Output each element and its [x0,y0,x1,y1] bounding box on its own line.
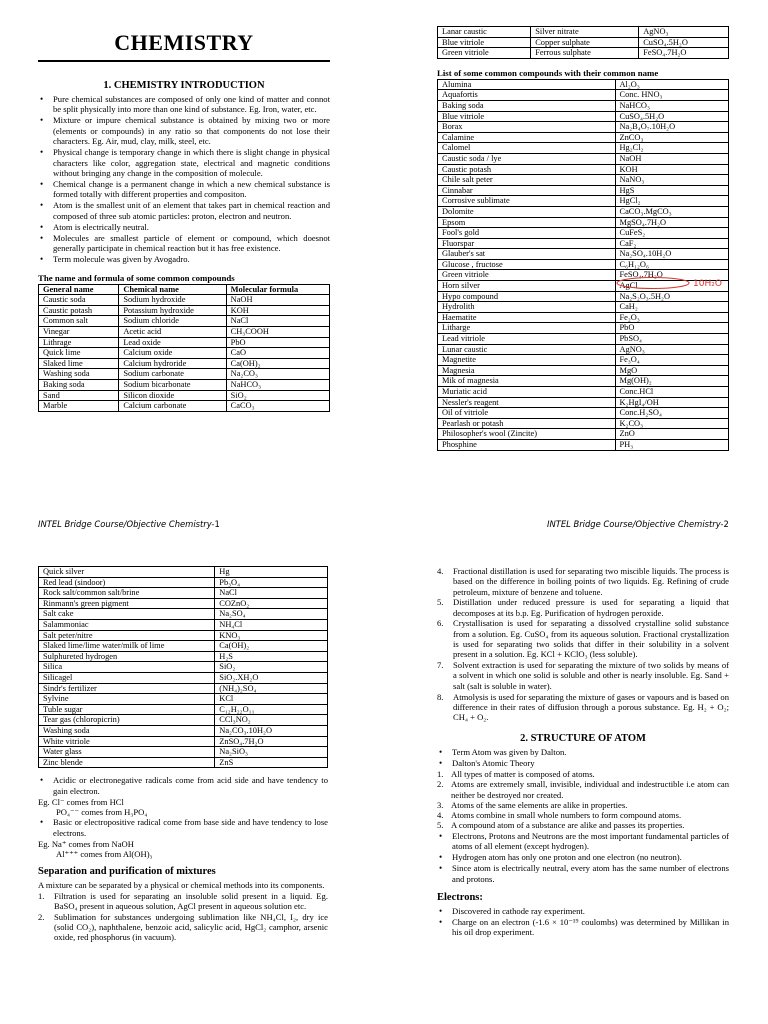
table-cell: Fe₃O₄ [615,355,729,366]
table-cell: NaNO₃ [615,175,729,186]
table-cell: Conc.H₂SO₄ [615,408,729,419]
table-row [438,365,729,376]
table-cell: Pearlash or potash [438,418,616,429]
table-cell: Silicon dioxide [119,390,226,401]
table-cell: PbSO₄ [615,334,729,345]
table-cell: FeSO₄.7H₂O [639,48,729,59]
table-row [438,408,729,419]
table-cell: Quick silver [39,567,215,578]
table-cell: Lunar caustic [438,344,616,355]
page-4-column [437,566,729,938]
list-item: • Discovered in cathode ray experiment. [437,906,729,916]
example-line: Eg. Cl⁻ comes from HCl [38,796,124,807]
table-row [39,736,328,747]
footer-text: INTEL Bridge Course/Objective Chemistry- [547,519,724,529]
table-cell: Tuble sugar [39,704,215,715]
table-row [39,725,328,736]
table-cell: Caustic potash [39,305,119,316]
table-cell: Hg₂Cl₂ [615,143,729,154]
atom-bullets [437,747,729,768]
page-footer-1 [38,519,220,529]
table-caption: The name and formula of some common compounds [38,272,235,283]
table-row [438,429,729,440]
table-row [438,37,729,48]
table-row [39,316,330,327]
table-cell: Vinegar [39,327,119,338]
intro-bullet-list [38,94,330,265]
table-row [438,249,729,260]
table-cell: Al₂O₃ [615,79,729,90]
table-cell: Alumina [438,79,616,90]
table-row [438,312,729,323]
table-cell: Marble [39,401,119,412]
table-cell: Sodium bicarbonate [119,380,226,391]
table-cell: Sodium chloride [119,316,226,327]
table-cell: Calamine [438,132,616,143]
table-cell: Aquafortis [438,90,616,101]
table-cell: COZnO₂ [215,598,328,609]
table-cell: Horn silver [438,281,616,292]
table-cell: Sodium carbonate [119,369,226,380]
list-item: • Charge on an electron (-1.6 × 10⁻¹⁹ coulombs) was determined by Millikan in his oil drop experiment. [437,917,729,938]
list-item: • Term Atom was given by Dalton. [437,747,729,757]
table-cell: CaF₂ [615,238,729,249]
table-row [438,175,729,186]
table-row [39,704,328,715]
table-cell: K₂CO₃ [615,418,729,429]
table-row [39,715,328,726]
table-row [39,651,328,662]
table-row [438,259,729,270]
table-caption: List of some common compounds with their common name [437,67,659,78]
page-1-column [38,24,330,412]
table-cell: MgO [615,365,729,376]
table-cell: H₂S [215,651,328,662]
table-row [39,598,328,609]
table-cell: ZnCO₃ [615,132,729,143]
table-row [438,122,729,133]
table-cell: Na₂SO₄ [215,609,328,620]
annotation-circle [617,278,689,289]
table-cell: Slaked lime [39,358,119,369]
table-cell: AgNO₃ [639,27,729,38]
list-item: 4. Fractional distillation is used for separating two miscible liquids. The process is based on the difference in boiling points of two liquids. Eg. Refining of crude petroleum, mixture of benzene and toluene. [437,566,729,597]
table-cell: NaOH [615,153,729,164]
table-cell: Lead vitriole [438,334,616,345]
table-cell: White vitriole [39,736,215,747]
table-cell: Ca(OH)₂ [215,641,328,652]
table-cell: Mik of magnesia [438,376,616,387]
table-row [39,672,328,683]
table-cell: KCl [215,694,328,705]
table-cell: Caustic potash [438,164,616,175]
table-row [39,694,328,705]
table-row [39,567,328,578]
list-item: • Term molecule was given by Avogadro. [38,254,330,264]
list-item: • Hydrogen atom has only one proton and one electron (no neutron). [437,852,729,862]
common-names-table [437,79,729,451]
list-item: • Pure chemical substances are composed of only one kind of matter and connot be split physically into more than one kind of substance. Eg. Iron, water, etc. [38,94,330,115]
list-item: • Molecules are smallest particle of element or compound, which doesnot generally participate in chemical reaction but it has free existence. [38,233,330,254]
table-cell: SiO₂ [215,662,328,673]
separation-methods-list [437,566,729,722]
table-cell: Sylvine [39,694,215,705]
table-row [438,238,729,249]
table-cell: Litharge [438,323,616,334]
table-cell: NaCl [226,316,329,327]
list-item: • Acidic or electronegative radicals come from acid side and have tendency to gain electron. [38,775,328,796]
table-cell: Hydrolith [438,302,616,313]
table-cell: Muriatic acid [438,387,616,398]
table-cell: NH₄Cl [215,619,328,630]
list-item: • Basic or electropositive radical come from base side and have tendency to lose electrons. [38,817,328,838]
table-cell: NaHCO₃ [226,380,329,391]
table-row [438,344,729,355]
table-cell: Cinnabar [438,185,616,196]
table-cell: Epsom [438,217,616,228]
table-cell: Conc.HCl [615,387,729,398]
table-cell: PbO [615,323,729,334]
table-cell: Lithrage [39,337,119,348]
table-cell: Zinc blende [39,757,215,768]
table-cell: CuSO₄.5H₂O [639,37,729,48]
table-cell: Baking soda [39,380,119,391]
table-cell: Borax [438,122,616,133]
table-cell: Slaked lime/lime water/milk of lime [39,641,215,652]
list-item: 2. Sublimation for substances undergoing sublimation like NH₄Cl, I₂, dry ice (solid CO₂), naphthalene, benzoic acid, salicylic acid, HgCl₂ camphor, arsenic oxide, red phosphorus (in vacuum). [38,911,328,943]
table-cell: K₂HgI₄/OH [615,397,729,408]
list-item: • Mixture or impure chemical substance is obtained by mixing two or more (elements or compounds) in any ratio so that components do not lose their characters. Eg. Air, mud, clay, milk, steel, etc. [38,115,330,146]
list-item: • Dalton's Atomic Theory [437,758,729,768]
table-row [438,100,729,111]
list-item: • Physical change is temporary change in which there is slight change in physical characters like color, aggregation state, electrical and magnetic conditions without bringing any change in the composition of molecule. [38,147,330,178]
table-row [438,387,729,398]
table-row [39,609,328,620]
table-body [438,27,729,59]
compounds-table-continued [38,566,328,768]
list-item: 8. Atmolysis is used for separating the mixture of gases or vapours and is based on difference in their rates of diffusion through a porous substance. Eg. H₂ + O₂; CH₄ + O₂. [437,691,729,723]
table-row [438,206,729,217]
table-cell: Na₂CO₃.10H₂O [215,725,328,736]
table-row [438,79,729,90]
table-cell: SiO₂.XH₂O [215,672,328,683]
table-body [39,567,328,768]
table-cell: (NH₄)₂SO₄ [215,683,328,694]
table-row [39,757,328,768]
list-item: 5. Distillation under reduced pressure is used for separating a liquid that decomposes at its b.p. Eg. Purification of hydrogen peroxide. [437,597,729,618]
table-cell: CaCO₃ [226,401,329,412]
table-row [39,588,328,599]
separation-intro: A mixture can be separated by a physical or chemical methods into its components. [38,880,325,891]
table-row [438,418,729,429]
table-row [39,662,328,673]
table-cell: AgNO₃ [615,344,729,355]
table-row [438,397,729,408]
table-row [39,337,330,348]
table-cell: NaCl [215,588,328,599]
table-cell: Quick lime [39,348,119,359]
table-row [39,295,330,306]
list-item: • Since atom is electrically neutral, every atom has the same number of electrons and protons. [437,863,729,884]
table-cell: Phosphine [438,439,616,450]
list-item: • Chemical change is a permanent change in which a new chemical substance is formed totally with different properties and compositon. [38,179,330,200]
table-cell: Acetic acid [119,327,226,338]
table-cell: Calcium carbonate [119,401,226,412]
table-cell: Caustic soda [39,295,119,306]
table-cell: Blue vitriole [438,37,531,48]
table-cell: Water glass [39,747,215,758]
table-cell: FeSO₄.7H₂O [615,270,729,281]
table-row [438,291,729,302]
table-cell: Hypo compound [438,291,616,302]
table-cell: Fluorspar [438,238,616,249]
table-cell: Green vitriole [438,48,531,59]
list-item: 2. Atoms are extremely small, invisible, individual and indestructible i.e atom can neither be destroyed nor created. [437,779,729,800]
table-cell: Conc. HNO₃ [615,90,729,101]
table-cell: Na₂CO₃ [226,369,329,380]
table-cell: Glucose , fructose [438,259,616,270]
table-row [438,196,729,207]
separation-heading: Separation and purification of mixtures [38,866,216,878]
table-row [438,48,729,59]
table-cell: Washing soda [39,369,119,380]
table-cell: Oil of vitriole [438,408,616,419]
table-body [438,79,729,450]
column-header: Molecular formula [226,284,329,295]
list-item: 6. Crystallisation is used for separating a dissolved crystalline solid substance from a solution. Eg. CuSO₄ from its aqueous solution. Fractional crystallization is used for separating two solids that differ in their solubility in a solvent present in a solution. Eg. KCl + KClO₃ (less soluble). [437,618,729,660]
table-row [438,132,729,143]
table-cell: Nessler's reagent [438,397,616,408]
table-cell: Ferrous sulphate [531,48,639,59]
annotation-text: 10H₂O [693,279,722,289]
radicals-list [38,775,328,796]
table-cell: CCl₃NO₂ [215,715,328,726]
table-cell: Blue vitriole [438,111,616,122]
table-cell: Na₂SiO₃ [215,747,328,758]
table-cell: Calomel [438,143,616,154]
page-footer-2 [547,519,729,529]
table-row [438,355,729,366]
table-cell: Na₂S₂O₃.5H₂O [615,291,729,302]
table-row [438,90,729,101]
table-cell: Common salt [39,316,119,327]
table-cell: Silica [39,662,215,673]
example-line: Eg. Na⁺ comes from NaOH [38,838,134,849]
table-cell: Silicagel [39,672,215,683]
table-cell: Calcium hydroride [119,358,226,369]
table-cell: Sodium hydroxide [119,295,226,306]
table-cell: Ca(OH)₂ [226,358,329,369]
table-cell: ZnS [215,757,328,768]
table-cell: Washing soda [39,725,215,736]
table-cell: Sindr's fertilizer [39,683,215,694]
table-cell: Rinmann's green pigment [39,598,215,609]
table-row [39,619,328,630]
table-cell: Rock salt/common salt/brine [39,588,215,599]
table-row [39,641,328,652]
table-cell: ZnSO₄.7H₂O [215,736,328,747]
table-cell: CH₃COOH [226,327,329,338]
table-cell: ZnO [615,429,729,440]
table-cell: Philosopher's wool (Zincite) [438,429,616,440]
table-row [39,380,330,391]
table-cell: Sand [39,390,119,401]
table-cell: CuSO₄.5H₂O [615,111,729,122]
table-row [438,217,729,228]
table-cell: Sulphureted hydrogen [39,651,215,662]
table-row [438,111,729,122]
page-number: 2 [723,519,729,529]
table-cell: Lanar caustic [438,27,531,38]
table-cell: Na₂SO₄.10H₂O [615,249,729,260]
handwritten-annotation [613,276,739,290]
table-row [438,164,729,175]
list-item: • Electrons, Protons and Neutrons are the most important fundamental particles of atoms of all element (except hydrogen). [437,831,729,852]
table-row [39,401,330,412]
page-2-column [437,26,729,451]
table-cell: MgSO₄.7H₂O [615,217,729,228]
table-row [39,577,328,588]
table-row [438,143,729,154]
table-cell: Salt cake [39,609,215,620]
table-cell: KNO₃ [215,630,328,641]
table-row [39,369,330,380]
continued-compounds-table [437,26,729,59]
table-cell: Magnesia [438,365,616,376]
table-cell: CaH₂ [615,302,729,313]
table-cell: CaCO₃.MgCO₃ [615,206,729,217]
table-body [39,295,330,412]
table-cell: PbO [226,337,329,348]
table-cell: SiO₂ [226,390,329,401]
table-cell: Fool's gold [438,228,616,239]
table-row [438,376,729,387]
list-item: 4. Atoms combine in small whole numbers to form compound atoms. [437,810,682,821]
page-number: 1 [214,519,220,529]
table-cell: KOH [226,305,329,316]
table-cell: Tear gas (chloropicrin) [39,715,215,726]
table-cell: Silver nitrate [531,27,639,38]
table-cell: Dolomite [438,206,616,217]
table-row [39,327,330,338]
table-row [438,323,729,334]
table-cell: Green vitriole [438,270,616,281]
table-row [39,358,330,369]
table-header-row [39,284,330,295]
table-row [39,683,328,694]
table-cell: Corrosive sublimate [438,196,616,207]
table-row [438,153,729,164]
radicals-list [38,817,328,838]
list-item: 1. All types of matter is composed of atoms. [437,768,595,779]
table-row [438,185,729,196]
table-cell: Magnetite [438,355,616,366]
section-heading-intro: 1. CHEMISTRY INTRODUCTION [103,80,265,91]
electrons-heading: Electrons: [437,891,483,903]
table-cell: Haematite [438,312,616,323]
table-cell: Lead oxide [119,337,226,348]
table-cell: AgCl [615,281,729,292]
table-cell: Salammoniac [39,619,215,630]
table-cell: CaO [226,348,329,359]
list-item: 3. Atoms of the same elements are alike in properties. [437,799,628,810]
table-row [438,334,729,345]
table-cell: Hg [215,567,328,578]
table-cell: Salt peter/nitre [39,630,215,641]
section-heading-atom: 2. STRUCTURE OF ATOM [520,732,646,744]
table-row [39,630,328,641]
table-cell: CuFeS₂ [615,228,729,239]
table-row [438,27,729,38]
table-cell: Calcium oxide [119,348,226,359]
example-line: PO₄⁻⁻ comes from H₃PO₄ [56,806,148,817]
list-item: 5. A compound atom of a substance are alike and passes its properties. [437,820,685,831]
list-item: 1. Filtration is used for separating an insoluble solid present in a liquid. Eg. BaSO₄ present in aqueous solution, AgCl present in aqueous solution etc. [38,890,328,911]
atom-bullets [437,831,729,884]
table-cell: KOH [615,164,729,175]
separation-list [38,891,328,943]
table-cell: NaHCO₃ [615,100,729,111]
dalton-theory-list [437,769,729,831]
table-row [438,228,729,239]
table-cell: Glauber's sat [438,249,616,260]
table-cell: Red lead (sindoor) [39,577,215,588]
table-cell: PH₃ [615,439,729,450]
table-cell: NaOH [226,295,329,306]
table-cell: Baking soda [438,100,616,111]
table-cell: HgS [615,185,729,196]
table-row [39,348,330,359]
table-cell: Copper sulphate [531,37,639,48]
list-item: • Atom is electrically neutral. [38,222,330,232]
footer-text: INTEL Bridge Course/Objective Chemistry- [38,519,215,529]
table-row [39,747,328,758]
table-row [438,439,729,450]
list-item: 7. Solvent extraction is used for separating the mixture of two solids by means of a solvent in which one solid is soluble and other is nearly insoluble. Eg. Sand + salt (salt is soluble in water). [437,660,729,691]
table-cell: Na₂B₄O₇.10H₂O [615,122,729,133]
electron-bullets [437,906,729,938]
table-cell: Potassium hydroxide [119,305,226,316]
table-cell: C₁₂H₂₂O₁₁ [215,704,328,715]
page-3-column [38,566,328,943]
table-row [39,305,330,316]
title-divider [38,60,330,62]
table-row [39,390,330,401]
page-title: CHEMISTRY [114,30,254,55]
table-cell: Pb₃O₄ [215,577,328,588]
table-cell: C₆H₁₂O₆ [615,259,729,270]
common-compounds-table [38,284,330,412]
table-row [438,302,729,313]
table-cell: Fe₂O₃ [615,312,729,323]
list-item: • Atom is the smallest unit of an element that takes part in chemical reaction and composed of three sub atomic particles: proton, electron and neutron. [38,200,330,221]
column-header: Chemical name [119,284,226,295]
example-line: Al⁺⁺⁺ comes from Al(OH)₃ [56,848,153,859]
table-cell: Mg(OH)₂ [615,376,729,387]
column-header: General name [39,284,119,295]
table-cell: Caustic soda / lye [438,153,616,164]
table-cell: Chile salt peter [438,175,616,186]
table-cell: HgCl₂ [615,196,729,207]
